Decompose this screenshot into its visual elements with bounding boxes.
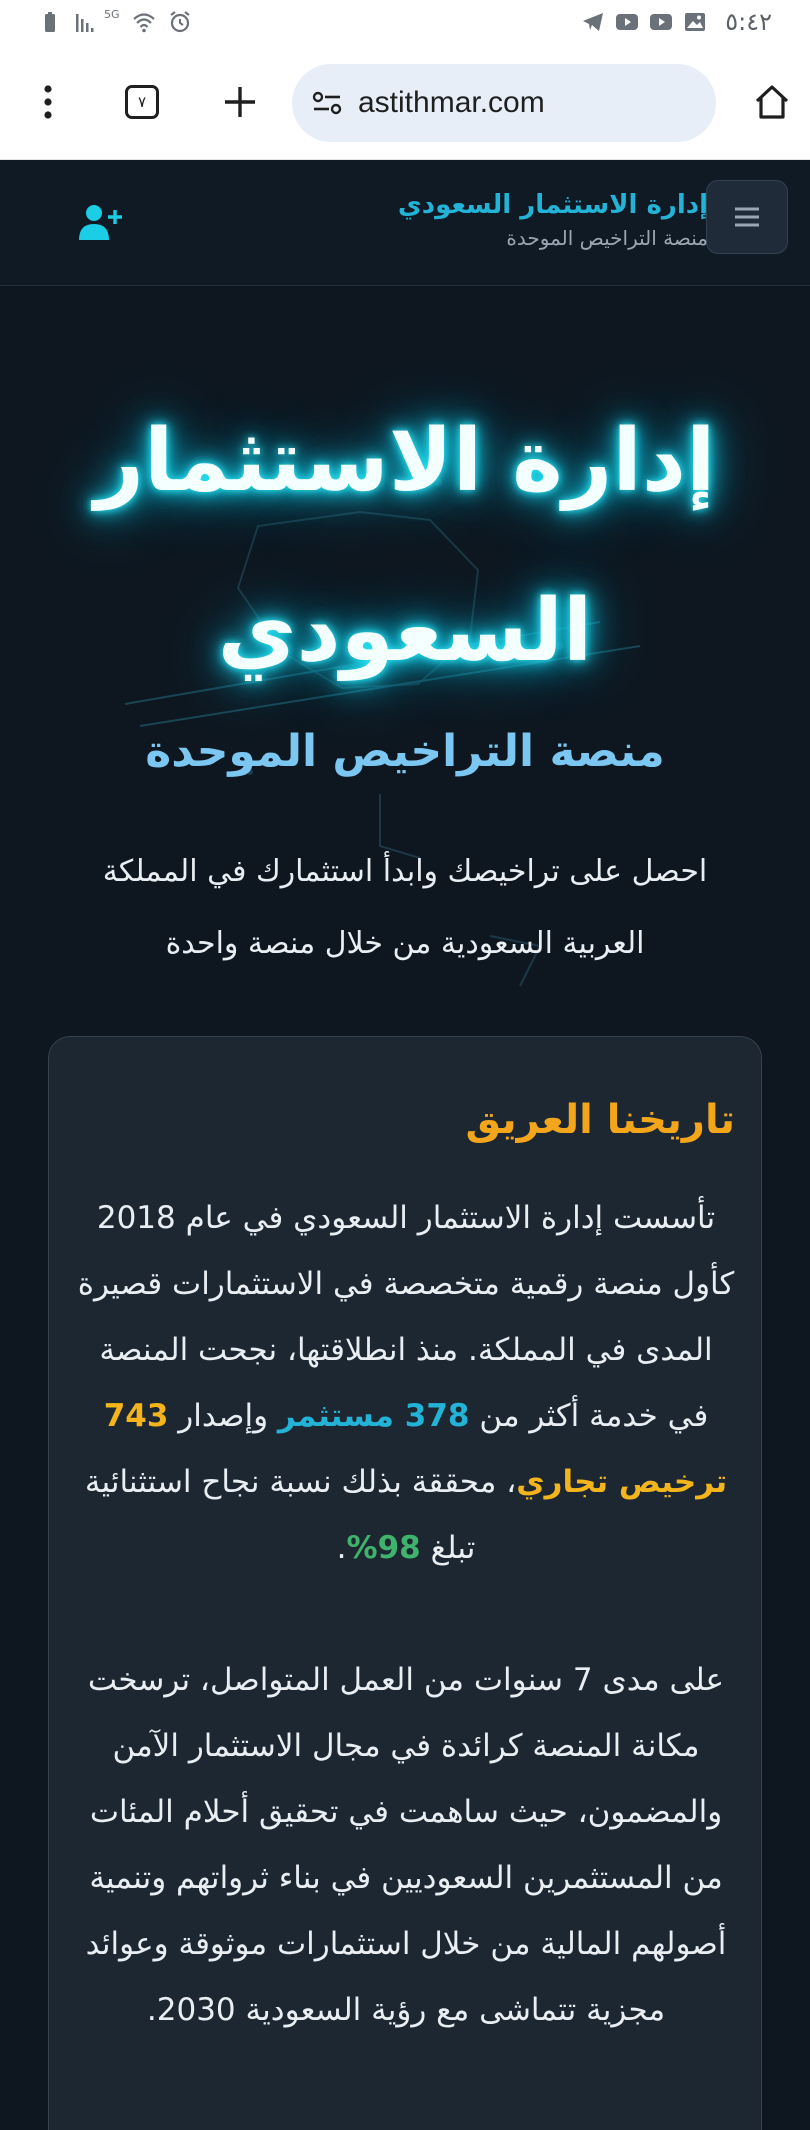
- history-paragraph-2: على مدى 7 سنوات من العمل المتواصل، ترسخت مكانة المنصة كرائدة في مجال الاستثمار الآمن والمضمون، حيث ساهمت في تحقيق أحلام المئات من المستثمرين السعوديين في بناء ثرواتهم وتنمية أصولهم المالية من خلال استثمارات موثوقة وعوائد مجزية تتماشى مع رؤية السعودية 2030.: [85, 1662, 727, 2028]
- site-header: [0, 160, 810, 286]
- clock: ٥:٤٢: [725, 8, 772, 36]
- telegram-icon: [581, 10, 605, 34]
- hero-section: [0, 286, 810, 1026]
- address-bar[interactable]: [292, 64, 716, 142]
- home-button[interactable]: [746, 76, 798, 128]
- brand-title: إدارة الاستثمار السعودي: [397, 190, 708, 220]
- network-type-label: 5G: [104, 7, 120, 21]
- tab-count: ٧: [125, 85, 159, 119]
- add-user-icon[interactable]: [78, 202, 122, 242]
- gallery-icon: [683, 10, 707, 34]
- status-icons-left: [38, 7, 192, 34]
- hero-subtitle: منصة التراخيص الموحدة: [145, 726, 665, 777]
- history-text: .: [336, 1530, 347, 1566]
- youtube-icon: [615, 10, 639, 34]
- success-rate: 98%: [346, 1530, 421, 1566]
- hamburger-icon: [734, 206, 760, 228]
- kebab-menu-icon: [43, 84, 53, 120]
- battery-icon: [38, 10, 62, 34]
- investors-count: 378 مستثمر: [277, 1398, 470, 1434]
- brand-subtitle: منصة التراخيص الموحدة: [506, 226, 708, 250]
- history-paragraph-1: [75, 1185, 737, 1581]
- hero-title-line-2: السعودي: [217, 581, 593, 681]
- licenses-count: 743 ترخيص تجاري: [103, 1398, 728, 1500]
- alarm-icon: [168, 10, 192, 34]
- tab-switcher-button[interactable]: [116, 76, 168, 128]
- history-title: تاريخنا العريق: [465, 1097, 735, 1143]
- brand[interactable]: [398, 190, 708, 250]
- history-text: وإصدار: [168, 1398, 278, 1434]
- history-card: [48, 1036, 762, 2130]
- status-icons-right: [581, 8, 772, 36]
- history-text: تأسست إدارة الاستثمار السعودي في عام 2018 كأول منصة رقمية متخصصة في الاستثمارات قصيرة المدى في المملكة. منذ انطلاقتها، نجحت المنصة في خدمة أكثر من: [77, 1200, 735, 1434]
- youtube-icon: [649, 10, 673, 34]
- new-tab-button[interactable]: [214, 76, 266, 128]
- home-icon: [753, 83, 791, 121]
- hero-title: [60, 376, 750, 716]
- browser-toolbar: [0, 46, 810, 160]
- history-body: [75, 1185, 737, 2043]
- plus-icon: [223, 85, 257, 119]
- wifi-icon: [132, 10, 156, 34]
- site-settings-icon[interactable]: [312, 90, 342, 116]
- history-text: ، محققة بذلك نسبة نجاح استثنائية تبلغ: [84, 1464, 517, 1566]
- signal-icon: [74, 10, 98, 34]
- hero-description: احصل على تراخيصك وابدأ استثمارك في المملكة العربية السعودية من خلال منصة واحدة: [102, 854, 708, 961]
- hamburger-menu-button[interactable]: [706, 180, 788, 254]
- url-text[interactable]: astithmar.com: [358, 86, 545, 119]
- hero-title-line-1: إدارة الاستثمار: [94, 411, 716, 511]
- status-bar: [0, 0, 810, 46]
- browser-menu-button[interactable]: [22, 76, 74, 128]
